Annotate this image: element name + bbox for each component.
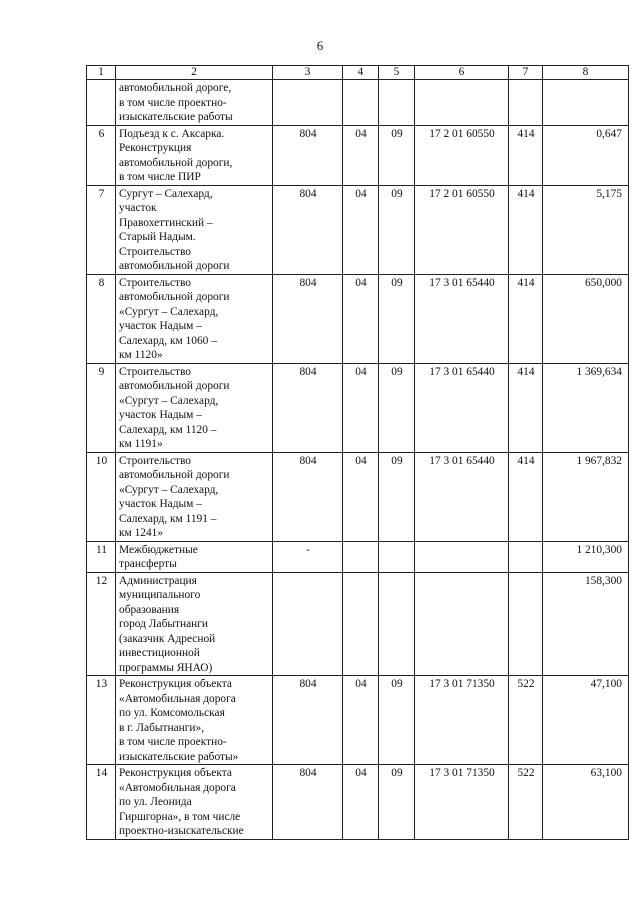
amount-cell-text: 0,647 [596,127,622,140]
amount-cell-text: 1 210,300 [576,543,622,556]
row-number-cell [87,363,116,452]
target-article-cell [415,541,509,572]
amount-cell [543,765,629,840]
amount-cell-text: 5,175 [596,187,622,200]
ministry-code-cell-text: 804 [299,187,317,200]
section-code-cell [343,676,379,765]
ministry-code-cell-text: 804 [299,276,317,289]
item-name-cell-text: автомобильной дороге, в том числе проектно- изыскательские работы [119,82,233,123]
section-code-cell [343,541,379,572]
item-name-cell [116,541,273,572]
section-code-cell-text: 04 [355,365,367,378]
table-row [87,274,629,363]
item-name-cell-text: Реконструкция объекта «Автомобильная дорога по ул. Комсомольская в г. Лабытнанги», в том числе проектно- изыскательские работы» [119,678,239,763]
section-code-cell-text: 04 [355,127,367,140]
item-name-cell [116,452,273,541]
expense-type-cell-text: 522 [517,767,535,779]
item-name-cell [116,765,273,840]
subsection-code-cell-text: 09 [391,454,403,467]
section-code-cell-text: 04 [355,454,367,467]
target-article-cell [415,765,509,840]
expense-type-cell [509,452,543,541]
target-article-cell [415,80,509,126]
target-article-cell [415,274,509,363]
budget-table [86,65,629,840]
row-number-cell [87,185,116,274]
section-code-cell [343,452,379,541]
subsection-code-cell [379,363,415,452]
row-number-cell [87,80,116,126]
item-name-cell [116,572,273,676]
item-name-cell [116,363,273,452]
expense-type-cell [509,765,543,840]
ministry-code-cell [273,765,343,840]
item-name-cell-text: Реконструкция объекта «Автомобильная дорога по ул. Леонида Гиршгорна», в том числе проектно-изыскательские [119,767,244,837]
subsection-code-cell [379,80,415,126]
ministry-code-cell-text: 804 [299,127,317,140]
target-article-cell [415,185,509,274]
ministry-code-cell [273,572,343,676]
section-code-cell [343,80,379,126]
target-article-cell-text: 17 3 01 71350 [429,678,495,690]
row-number-cell [87,572,116,676]
item-name-cell-text: Межбюджетные трансферты [119,543,198,570]
amount-cell-text: 47,100 [590,678,622,690]
ministry-code-cell-text: - [306,543,310,556]
ministry-code-cell [273,80,343,126]
table-row [87,80,629,126]
row-number-cell [87,274,116,363]
target-article-cell [415,572,509,676]
amount-cell [543,541,629,572]
target-article-cell [415,125,509,185]
row-number-cell-text: 14 [95,767,108,779]
header-cell: 7 [509,66,543,80]
header-cell: 3 [273,66,343,80]
target-article-cell-text: 17 3 01 71350 [429,767,495,779]
item-name-cell-text: Строительство автомобильной дороги «Сургут – Салехард, участок Надым – Салехард, км 1120 – км 1191» [119,365,230,450]
amount-cell [543,185,629,274]
amount-cell-text: 1 369,634 [576,365,622,378]
ministry-code-cell [273,676,343,765]
row-number-cell [87,541,116,572]
item-name-cell-text: Строительство автомобильной дороги «Сургут – Салехард, участок Надым – Салехард, км 1191 – км 1241» [119,454,230,539]
ministry-code-cell [273,363,343,452]
row-number-cell [87,765,116,840]
amount-cell [543,80,629,126]
expense-type-cell-text: 522 [517,678,535,690]
amount-cell [543,274,629,363]
expense-type-cell [509,572,543,676]
expense-type-cell-text: 414 [517,187,535,200]
ministry-code-cell-text: 804 [299,365,317,378]
subsection-code-cell-text: 09 [391,767,403,779]
target-article-cell-text: 17 3 01 65440 [429,454,495,467]
item-name-cell-text: Администрация муниципального образования город Лабытнанги (заказчик Адресной инвестиционной программы ЯНАО) [119,574,216,674]
amount-cell [543,452,629,541]
row-number-cell-text: 6 [98,127,105,140]
item-name-cell-text: Подъезд к с. Аксарка. Реконструкция автомобильной дороги, в том числе ПИР [119,127,233,183]
expense-type-cell-text: 414 [517,276,535,289]
ministry-code-cell [273,274,343,363]
ministry-code-cell [273,452,343,541]
header-cell: 6 [415,66,509,80]
subsection-code-cell [379,676,415,765]
target-article-cell-text: 17 2 01 60550 [429,187,495,200]
header-cell: 1 [87,66,116,80]
table-row [87,185,629,274]
row-number-cell-text: 13 [95,678,108,690]
expense-type-cell [509,676,543,765]
row-number-cell-text: 7 [98,187,105,200]
table-row [87,572,629,676]
target-article-cell [415,676,509,765]
subsection-code-cell-text: 09 [391,678,403,690]
table-row [87,363,629,452]
section-code-cell-text: 04 [355,187,367,200]
subsection-code-cell [379,765,415,840]
row-number-cell-text: 12 [95,574,108,587]
subsection-code-cell [379,274,415,363]
expense-type-cell [509,541,543,572]
subsection-code-cell-text: 09 [391,127,403,140]
amount-cell [543,363,629,452]
subsection-code-cell-text: 09 [391,365,403,378]
row-number-cell-text: 10 [95,454,108,467]
header-cell: 4 [343,66,379,80]
row-number-cell-text: 11 [96,543,107,556]
target-article-cell [415,452,509,541]
subsection-code-cell [379,125,415,185]
header-cell: 8 [543,66,629,80]
subsection-code-cell [379,541,415,572]
amount-cell-text: 1 967,832 [576,454,622,467]
item-name-cell [116,125,273,185]
amount-cell [543,676,629,765]
table-header-row [87,66,629,80]
page-number: 6 [316,38,324,53]
item-name-cell [116,274,273,363]
target-article-cell-text: 17 3 01 65440 [429,276,495,289]
row-number-cell-text: 9 [98,365,105,378]
table-row [87,765,629,840]
section-code-cell [343,274,379,363]
row-number-cell [87,452,116,541]
expense-type-cell [509,185,543,274]
row-number-cell [87,125,116,185]
ministry-code-cell-text: 804 [299,678,317,690]
expense-type-cell-text: 414 [517,454,535,467]
section-code-cell-text: 04 [355,767,367,779]
section-code-cell [343,572,379,676]
ministry-code-cell-text: 804 [299,767,317,779]
subsection-code-cell-text: 09 [391,276,403,289]
expense-type-cell [509,125,543,185]
row-number-cell-text: 8 [98,276,105,289]
target-article-cell-text: 17 2 01 60550 [429,127,495,140]
section-code-cell-text: 04 [355,678,367,690]
expense-type-cell-text: 414 [517,365,535,378]
amount-cell-text: 63,100 [590,767,622,779]
header-cell: 5 [379,66,415,80]
expense-type-cell [509,80,543,126]
item-name-cell [116,185,273,274]
subsection-code-cell [379,452,415,541]
item-name-cell [116,676,273,765]
expense-type-cell [509,274,543,363]
subsection-code-cell-text: 09 [391,187,403,200]
expense-type-cell [509,363,543,452]
target-article-cell [415,363,509,452]
section-code-cell [343,185,379,274]
section-code-cell [343,363,379,452]
table-body [87,80,629,840]
item-name-cell [116,80,273,126]
amount-cell-text: 650,000 [584,276,622,289]
row-number-cell [87,676,116,765]
table-row [87,541,629,572]
table-row [87,452,629,541]
item-name-cell-text: Сургут – Салехард, участок Правохеттинский – Старый Надым. Строительство автомобильной дороги [119,187,230,272]
header-cell: 2 [116,66,273,80]
amount-cell-text: 158,300 [584,574,622,587]
section-code-cell [343,125,379,185]
ministry-code-cell [273,185,343,274]
ministry-code-cell [273,541,343,572]
table-row [87,676,629,765]
section-code-cell-text: 04 [355,276,367,289]
ministry-code-cell-text: 804 [299,454,317,467]
target-article-cell-text: 17 3 01 65440 [429,365,495,378]
amount-cell [543,572,629,676]
expense-type-cell-text: 414 [517,127,535,140]
item-name-cell-text: Строительство автомобильной дороги «Сургут – Салехард, участок Надым – Салехард, км 1060 – км 1120» [119,276,230,361]
amount-cell [543,125,629,185]
table-row [87,125,629,185]
subsection-code-cell [379,185,415,274]
section-code-cell [343,765,379,840]
subsection-code-cell [379,572,415,676]
ministry-code-cell [273,125,343,185]
